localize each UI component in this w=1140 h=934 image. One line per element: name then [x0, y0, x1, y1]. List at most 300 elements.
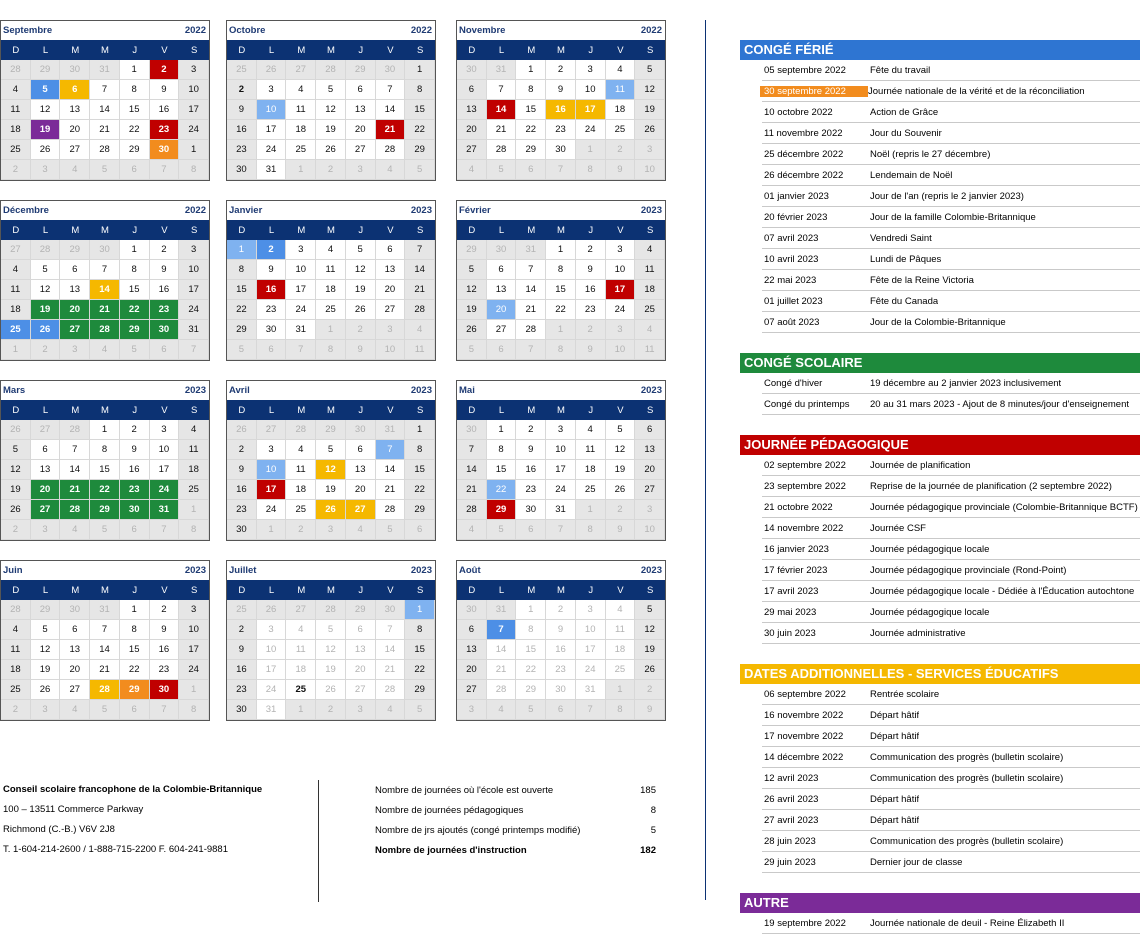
day-cell: 8 [606, 700, 636, 720]
month-name: Août [459, 565, 481, 576]
month-septembre [0, 20, 210, 181]
day-cell: 11 [635, 260, 665, 280]
day-cell: 4 [286, 80, 316, 100]
day-cell: 9 [516, 440, 546, 460]
day-cell: 25 [286, 140, 316, 160]
weekday-label: M [101, 44, 109, 56]
day-cell: 4 [376, 700, 406, 720]
day-cell: 4 [457, 520, 487, 540]
week-row [227, 700, 435, 720]
day-cell: 9 [227, 640, 257, 660]
day-cell: 4 [179, 420, 209, 440]
weekday-label: M [327, 584, 335, 596]
weekday-label: M [327, 224, 335, 236]
legend-row [762, 602, 1140, 623]
week-row [227, 160, 435, 180]
week-row [457, 240, 665, 260]
day-cell: 15 [516, 100, 546, 120]
weekday-label: M [71, 44, 80, 56]
day-cell: 8 [316, 340, 346, 360]
week-row [457, 520, 665, 540]
section-gap [740, 333, 1140, 353]
week-row [227, 320, 435, 340]
day-cell: 26 [635, 660, 665, 680]
legend-text: Reprise de la journée de planification (2 septembre 2022) [870, 480, 1112, 492]
day-cell: 23 [120, 480, 150, 500]
month-header [1, 381, 209, 400]
month-year: 2022 [410, 25, 432, 36]
weekday-label: V [617, 584, 624, 596]
day-cell: 9 [120, 440, 150, 460]
day-cell: 26 [31, 680, 61, 700]
day-cell: 27 [487, 320, 517, 340]
day-cell: 15 [405, 100, 435, 120]
weekday-label: D [468, 44, 476, 56]
day-cell: 1 [405, 420, 435, 440]
weekday-label: V [161, 44, 168, 56]
day-cell: 8 [405, 80, 435, 100]
day-cell: 26 [316, 680, 346, 700]
day-cell: 1 [405, 60, 435, 80]
day-cell: 13 [376, 260, 406, 280]
month-year: 2023 [640, 385, 662, 396]
day-cell: 8 [179, 520, 209, 540]
week-row [227, 480, 435, 500]
day-cell: 1 [546, 240, 576, 260]
month-year: 2023 [410, 565, 432, 576]
week-row [227, 640, 435, 660]
week-row [227, 660, 435, 680]
day-cell: 4 [487, 700, 517, 720]
weekday-label: J [588, 44, 594, 56]
weekday-label: M [71, 584, 80, 596]
day-cell: 30 [227, 520, 257, 540]
weekday-label: M [557, 44, 565, 56]
day-cell: 31 [150, 500, 180, 520]
day-cell: 19 [346, 280, 376, 300]
week-row [457, 260, 665, 280]
weekday-header [1, 220, 209, 240]
day-cell: 8 [546, 260, 576, 280]
day-cell: 25 [1, 680, 31, 700]
day-cell: 26 [1, 420, 31, 440]
day-cell: 19 [606, 460, 636, 480]
day-cell: 14 [376, 100, 406, 120]
day-cell: 17 [179, 100, 209, 120]
day-cell: 2 [120, 420, 150, 440]
legend-date: 27 avril 2023 [764, 814, 819, 826]
weekday-label: S [646, 584, 654, 596]
week-row [457, 80, 665, 100]
weekday-header [1, 580, 209, 600]
day-cell: 29 [346, 600, 376, 620]
day-cell: 20 [60, 300, 90, 320]
day-cell: 4 [457, 160, 487, 180]
legend-text: Rentrée scolaire [870, 688, 940, 700]
day-cell: 3 [546, 420, 576, 440]
month-year: 2022 [184, 25, 206, 36]
day-cell: 14 [487, 100, 517, 120]
week-row [457, 700, 665, 720]
legend-row [762, 144, 1140, 165]
weekday-label: M [297, 44, 306, 56]
day-cell: 1 [487, 420, 517, 440]
legend-date: 07 avril 2023 [764, 232, 819, 244]
stat-label: Nombre de journées d'instruction [375, 844, 527, 856]
day-cell: 23 [546, 660, 576, 680]
legend-text: Journée pédagogique locale - Dédiée à l'Éducation autochtone [870, 585, 1135, 597]
week-row [457, 280, 665, 300]
day-cell: 7 [457, 440, 487, 460]
day-cell: 2 [227, 80, 257, 100]
day-cell: 11 [606, 80, 636, 100]
month-name: Février [459, 205, 491, 216]
day-cell: 29 [405, 680, 435, 700]
day-cell: 7 [376, 440, 406, 460]
legend-text: Communication des progrès (bulletin scolaire) [870, 751, 1064, 763]
legend-date: 07 août 2023 [764, 316, 820, 328]
weekday-label: V [387, 404, 394, 416]
week-row [1, 460, 209, 480]
month-header [1, 561, 209, 580]
weekday-label: J [358, 44, 364, 56]
day-cell: 30 [457, 420, 487, 440]
weekday-label: V [387, 584, 394, 596]
day-cell: 12 [635, 620, 665, 640]
day-cell: 20 [60, 660, 90, 680]
day-cell: 19 [31, 120, 61, 140]
day-cell: 2 [227, 440, 257, 460]
legend-row [762, 123, 1140, 144]
day-cell: 22 [516, 120, 546, 140]
day-cell: 20 [376, 280, 406, 300]
day-cell: 25 [227, 60, 257, 80]
weekday-label: D [468, 584, 476, 596]
day-cell: 19 [1, 480, 31, 500]
day-cell: 16 [546, 640, 576, 660]
day-cell: 25 [286, 500, 316, 520]
section-title: CONGÉ SCOLAIRE [740, 353, 1140, 373]
day-cell: 27 [31, 420, 61, 440]
month-décembre [0, 200, 210, 361]
day-cell: 31 [487, 600, 517, 620]
month-year: 2022 [640, 25, 662, 36]
legend-text: Journée administrative [870, 627, 966, 639]
legend-row [762, 684, 1140, 705]
legend-text: Fête de la Reine Victoria [870, 274, 974, 286]
legend-text: Départ hâtif [870, 730, 920, 742]
day-cell: 29 [31, 600, 61, 620]
legend-date: 11 novembre 2022 [764, 127, 843, 139]
day-cell: 27 [286, 600, 316, 620]
day-cell: 9 [150, 620, 180, 640]
week-row [1, 680, 209, 700]
weekday-label: L [268, 584, 275, 596]
day-cell: 28 [376, 680, 406, 700]
day-cell: 8 [90, 440, 120, 460]
week-row [457, 340, 665, 360]
day-cell: 15 [405, 640, 435, 660]
day-cell: 1 [286, 160, 316, 180]
legend-date: 14 décembre 2022 [764, 751, 844, 763]
day-cell: 1 [179, 140, 209, 160]
legend-row [762, 165, 1140, 186]
day-cell: 7 [546, 520, 576, 540]
day-cell: 2 [1, 700, 31, 720]
legend-row [762, 60, 1140, 81]
legend-date: 29 juin 2023 [764, 856, 816, 868]
day-cell: 27 [60, 140, 90, 160]
day-cell: 28 [31, 240, 61, 260]
legend-section [740, 664, 1140, 873]
stat-label: Nombre de journées où l'école est ouverte [375, 784, 554, 796]
day-cell: 2 [576, 320, 606, 340]
day-cell: 7 [179, 340, 209, 360]
weekday-label: J [358, 404, 364, 416]
day-cell: 4 [635, 320, 665, 340]
legend-row [762, 249, 1140, 270]
day-cell: 22 [405, 660, 435, 680]
day-cell: 14 [516, 280, 546, 300]
week-row [1, 140, 209, 160]
day-cell: 2 [150, 600, 180, 620]
day-cell: 7 [90, 80, 120, 100]
day-cell: 17 [257, 480, 287, 500]
day-cell: 6 [60, 260, 90, 280]
week-row [1, 240, 209, 260]
day-cell: 11 [286, 640, 316, 660]
day-cell: 9 [606, 160, 636, 180]
weekday-label: D [12, 224, 20, 236]
day-cell: 26 [31, 320, 61, 340]
day-cell: 1 [286, 700, 316, 720]
legend-row [762, 747, 1140, 768]
day-cell: 6 [405, 520, 435, 540]
legend-text: Départ hâtif [870, 814, 920, 826]
day-cell: 15 [487, 460, 517, 480]
day-cell: 2 [546, 600, 576, 620]
day-cell: 21 [405, 280, 435, 300]
day-cell: 9 [576, 260, 606, 280]
day-cell: 29 [316, 420, 346, 440]
day-cell: 6 [487, 260, 517, 280]
day-cell: 30 [546, 140, 576, 160]
day-cell: 19 [635, 640, 665, 660]
day-cell: 2 [227, 620, 257, 640]
day-cell: 5 [457, 340, 487, 360]
day-cell: 29 [487, 500, 517, 520]
day-cell: 5 [31, 620, 61, 640]
weekday-label: M [297, 404, 306, 416]
day-cell: 6 [516, 520, 546, 540]
weekday-label: V [161, 404, 168, 416]
day-cell: 28 [90, 140, 120, 160]
day-cell: 10 [606, 340, 636, 360]
day-cell: 4 [346, 520, 376, 540]
day-cell: 28 [60, 420, 90, 440]
legend-row [762, 394, 1140, 415]
day-cell: 8 [487, 440, 517, 460]
day-cell: 22 [120, 300, 150, 320]
legend-row [762, 186, 1140, 207]
day-cell: 11 [1, 640, 31, 660]
day-cell: 23 [257, 300, 287, 320]
day-cell: 19 [457, 300, 487, 320]
legend-row [762, 913, 1140, 934]
legend-row [762, 373, 1140, 394]
week-row [227, 260, 435, 280]
day-cell: 11 [405, 340, 435, 360]
week-row [457, 60, 665, 80]
day-cell: 24 [179, 120, 209, 140]
day-cell: 1 [546, 320, 576, 340]
day-cell: 7 [90, 260, 120, 280]
weekday-label: L [42, 224, 49, 236]
weekday-label: J [588, 404, 594, 416]
day-cell: 5 [405, 160, 435, 180]
legend-row [762, 810, 1140, 831]
week-row [227, 460, 435, 480]
day-cell: 29 [516, 140, 546, 160]
legend-date: 01 juillet 2023 [764, 295, 823, 307]
day-cell: 29 [120, 140, 150, 160]
day-cell: 20 [457, 120, 487, 140]
stat-row [375, 840, 660, 860]
day-cell: 5 [1, 440, 31, 460]
day-cell: 15 [120, 640, 150, 660]
week-row [457, 620, 665, 640]
day-cell: 16 [546, 100, 576, 120]
day-cell: 27 [60, 680, 90, 700]
day-cell: 30 [457, 600, 487, 620]
day-cell: 20 [487, 300, 517, 320]
day-cell: 4 [316, 240, 346, 260]
day-cell: 27 [346, 680, 376, 700]
footer-divider [318, 780, 319, 902]
month-août [456, 560, 666, 721]
day-cell: 5 [31, 260, 61, 280]
day-cell: 27 [1, 240, 31, 260]
day-cell: 28 [90, 680, 120, 700]
day-cell: 29 [120, 680, 150, 700]
weekday-label: J [588, 224, 594, 236]
weekday-label: V [617, 224, 624, 236]
day-cell: 21 [376, 480, 406, 500]
day-cell: 30 [150, 140, 180, 160]
day-cell: 6 [487, 340, 517, 360]
day-cell: 2 [316, 700, 346, 720]
day-cell: 6 [376, 240, 406, 260]
day-cell: 10 [576, 80, 606, 100]
weekday-label: J [132, 224, 138, 236]
day-cell: 27 [346, 500, 376, 520]
day-cell: 23 [227, 140, 257, 160]
day-cell: 4 [1, 620, 31, 640]
day-cell: 4 [286, 620, 316, 640]
week-row [227, 240, 435, 260]
weekday-label: D [468, 404, 476, 416]
stat-value: 182 [640, 844, 656, 856]
section-gap [740, 415, 1140, 435]
day-cell: 7 [487, 620, 517, 640]
month-year: 2023 [184, 385, 206, 396]
legend-date: 01 janvier 2023 [764, 190, 829, 202]
day-cell: 5 [376, 520, 406, 540]
day-cell: 18 [606, 100, 636, 120]
day-cell: 16 [120, 460, 150, 480]
weekday-label: V [387, 44, 394, 56]
day-cell: 6 [516, 160, 546, 180]
day-cell: 8 [179, 700, 209, 720]
weekday-label: V [617, 404, 624, 416]
legend-text: Départ hâtif [870, 793, 920, 805]
day-cell: 27 [376, 300, 406, 320]
day-cell: 12 [457, 280, 487, 300]
day-cell: 4 [1, 80, 31, 100]
weekday-label: D [238, 224, 246, 236]
day-cell: 8 [405, 440, 435, 460]
day-cell: 23 [516, 480, 546, 500]
day-cell: 23 [227, 680, 257, 700]
day-cell: 13 [487, 280, 517, 300]
week-row [227, 80, 435, 100]
day-cell: 18 [286, 480, 316, 500]
day-cell: 2 [576, 240, 606, 260]
day-cell: 21 [376, 120, 406, 140]
day-cell: 2 [346, 320, 376, 340]
day-cell: 19 [316, 480, 346, 500]
day-cell: 22 [90, 480, 120, 500]
day-cell: 29 [405, 500, 435, 520]
day-cell: 6 [120, 160, 150, 180]
day-cell: 4 [606, 600, 636, 620]
day-cell: 10 [179, 620, 209, 640]
day-cell: 22 [516, 660, 546, 680]
weekday-label: S [190, 44, 198, 56]
day-cell: 2 [606, 500, 636, 520]
phone-line: T. 1-604-214-2600 / 1-888-715-2200 F. 604-241-9881 [3, 844, 228, 855]
day-cell: 1 [179, 500, 209, 520]
day-cell: 14 [60, 460, 90, 480]
weekday-label: M [527, 224, 536, 236]
day-cell: 7 [405, 240, 435, 260]
legend-text: Journée de planification [870, 459, 971, 471]
day-cell: 6 [457, 80, 487, 100]
day-cell: 17 [150, 460, 180, 480]
day-cell: 12 [316, 460, 346, 480]
day-cell: 27 [257, 420, 287, 440]
weekday-label: L [268, 404, 275, 416]
day-cell: 18 [1, 660, 31, 680]
legend-row [762, 102, 1140, 123]
day-cell: 31 [516, 240, 546, 260]
day-cell: 1 [516, 60, 546, 80]
legend-row [762, 270, 1140, 291]
legend-row [762, 581, 1140, 602]
day-cell: 26 [1, 500, 31, 520]
day-cell: 23 [150, 120, 180, 140]
week-row [227, 520, 435, 540]
day-cell: 14 [376, 460, 406, 480]
day-cell: 5 [457, 260, 487, 280]
section-title: JOURNÉE PÉDAGOGIQUE [740, 435, 1140, 455]
day-cell: 6 [346, 620, 376, 640]
day-cell: 20 [346, 480, 376, 500]
week-row [227, 60, 435, 80]
weekday-label: J [358, 584, 364, 596]
day-cell: 14 [487, 640, 517, 660]
day-cell: 25 [635, 300, 665, 320]
